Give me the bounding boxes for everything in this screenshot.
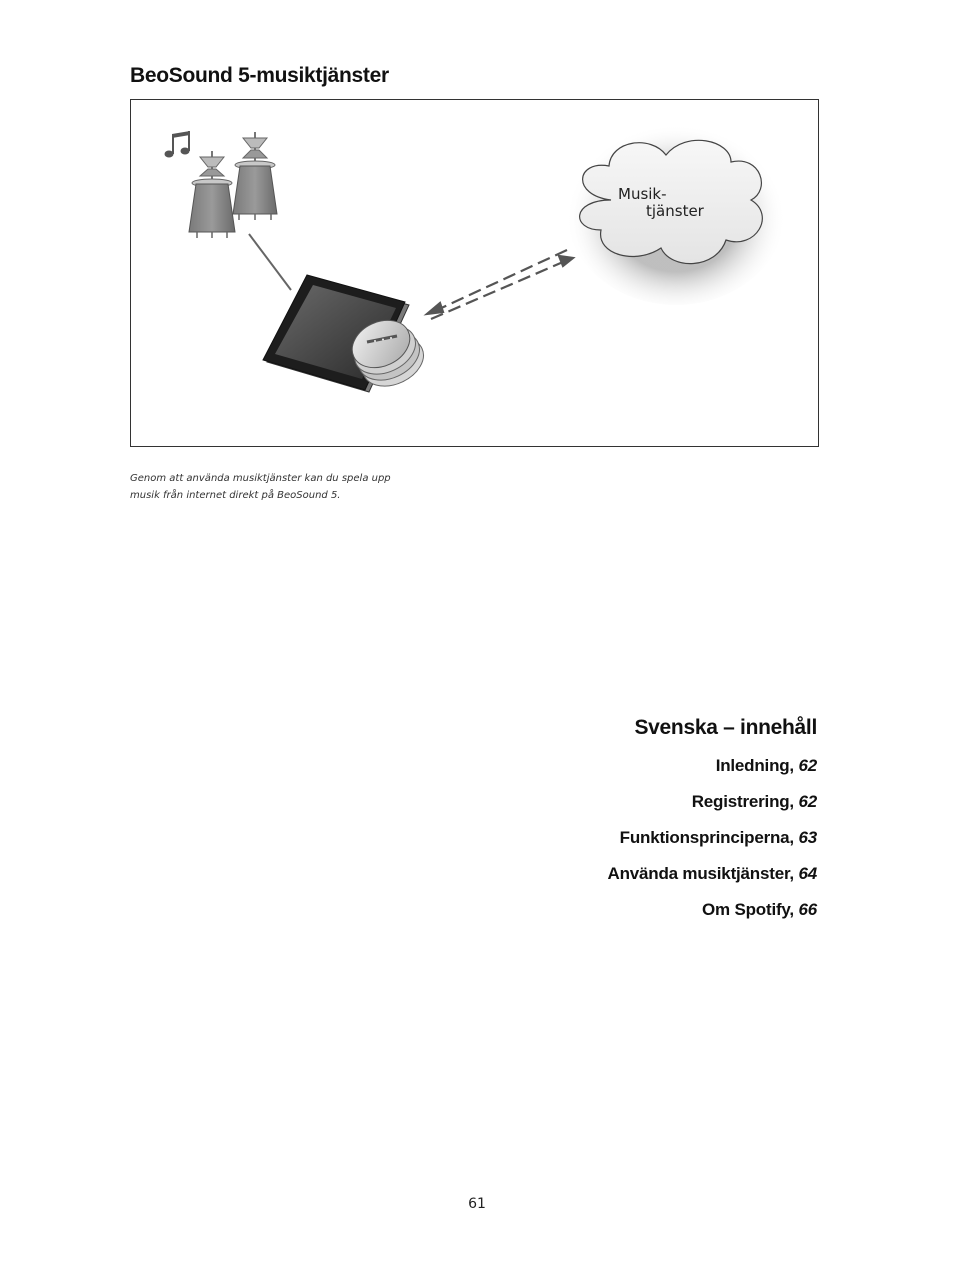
- connection-line: [249, 234, 291, 290]
- toc-item-label: Om Spotify,: [702, 900, 799, 919]
- toc-item-anvanda-musiktjanster[interactable]: [608, 864, 817, 900]
- toc-item-inledning[interactable]: [608, 756, 817, 792]
- cloud-label-line2: tjänster: [646, 202, 704, 220]
- toc-heading: Svenska – innehåll: [634, 716, 817, 739]
- table-of-contents: [608, 756, 817, 936]
- toc-item-page: 66: [798, 900, 817, 919]
- illustration: [131, 100, 818, 446]
- cloud-label-line1: Musik-: [618, 185, 667, 203]
- caption-line2: musik från internet direkt på BeoSound 5.: [130, 490, 341, 501]
- toc-item-page: 63: [798, 828, 817, 847]
- caption-line1: Genom att använda musiktjänster kan du spela upp: [130, 473, 391, 484]
- toc-item-page: 62: [798, 756, 817, 775]
- page-number: 61: [468, 1196, 486, 1212]
- music-note-icon: [165, 131, 191, 158]
- toc-item-funktionsprinciperna[interactable]: [608, 828, 817, 864]
- toc-item-registrering[interactable]: [608, 792, 817, 828]
- speaker-icon: [233, 132, 277, 220]
- cloud-label: [618, 186, 704, 220]
- beosound5-device-icon: [263, 275, 431, 395]
- toc-item-om-spotify[interactable]: [608, 900, 817, 936]
- toc-item-label: Använda musiktjänster,: [607, 864, 799, 883]
- figure-caption: [130, 470, 430, 504]
- toc-item-page: 62: [798, 792, 817, 811]
- illustration-frame: [130, 99, 819, 447]
- toc-item-label: Registrering,: [691, 792, 799, 811]
- speaker-icon: [189, 151, 235, 238]
- toc-item-label: Funktionsprinciperna,: [619, 828, 799, 847]
- bidirectional-arrow-icon: [427, 250, 573, 319]
- toc-item-label: Inledning,: [715, 756, 799, 775]
- toc-item-page: 64: [798, 864, 817, 883]
- page-title: BeoSound 5-musiktjänster: [130, 64, 389, 87]
